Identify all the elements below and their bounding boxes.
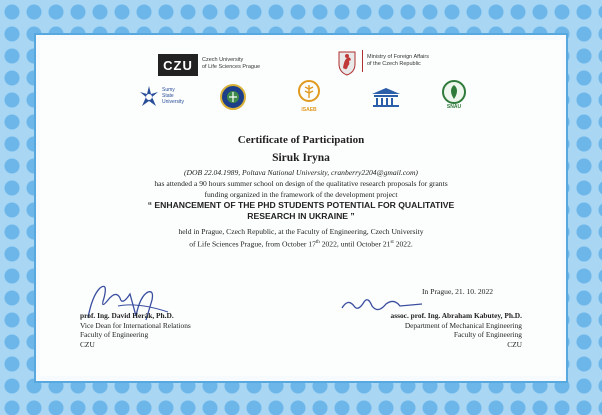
signatory-left-faculty: Faculty of Engineering [80, 330, 149, 339]
held-line2-part3: 2022. [393, 239, 413, 249]
funding-line: funding organized in the framework of the development project [204, 190, 398, 199]
project-title [40, 200, 562, 222]
held-line2 [40, 237, 562, 250]
czu-logo [158, 54, 198, 76]
certificate-paper [40, 40, 562, 376]
isaeb-logo [296, 80, 322, 113]
ministry-line2: of the Czech Republic [367, 60, 421, 67]
held-sup1: th [315, 240, 320, 245]
project-title-line2: RESEARCH IN UKRAINE ” [247, 211, 355, 221]
sumy-line2: State [162, 93, 174, 99]
recipient-details: (DOB 22.04.1989, Poltava National University, cranberry2204@gmail.com) [184, 168, 418, 177]
sumy-university-emblem-icon [138, 84, 160, 110]
held-line2-part2: 2022, until October 21 [319, 239, 391, 249]
held-line1: held in Prague, Czech Republic, at the Faculty of Engineering, Czech University [178, 227, 424, 236]
held-line2-part1: of Life Sciences Prague, from October 17 [189, 239, 316, 249]
attended-line: has attended a 90 hours summer school on design of the qualitative research proposals for grants [154, 179, 448, 188]
signatory-left [80, 311, 191, 349]
signatory-left-org: CZU [80, 339, 95, 349]
certificate-body [40, 167, 562, 200]
university-seal-icon [220, 84, 246, 110]
signatory-left-name: prof. Ing. David Herák, Ph.D. [80, 311, 174, 320]
signatory-left-role: Vice Dean for International Relations [80, 320, 191, 330]
czu-logo-mark: CZU [158, 54, 198, 76]
czu-logo-text [202, 57, 260, 70]
place-date: In Prague, 21. 10. 2022 [422, 287, 494, 296]
university-building-icon [370, 86, 402, 108]
snau-label: SNAU [446, 104, 462, 110]
isaeb-label: ISAEB [301, 107, 317, 113]
recipient-name: Siruk Iryna [272, 152, 330, 164]
sumy-line3: University [162, 99, 184, 105]
snau-leaf-icon [442, 80, 466, 104]
czu-name-line2: of Life Sciences Prague [202, 63, 261, 70]
signatory-right-faculty: Faculty of Engineering [453, 330, 522, 339]
ministry-divider [362, 50, 363, 72]
sumy-line1: Sumy [162, 87, 175, 93]
wheat-icon [296, 80, 322, 102]
ministry-line1: Ministry of Foreign Affairs [367, 54, 429, 60]
held-sup2: st [390, 240, 394, 245]
project-title-line1: “ ENHANCEMENT OF THE PHD STUDENTS POTENTIAL FOR QUALITATIVE [147, 200, 455, 210]
ministry-logo-text [367, 54, 429, 67]
held-text [40, 226, 562, 250]
signatory-right-name: assoc. prof. Ing. Abraham Kabutey, Ph.D. [390, 311, 522, 320]
sumy-logo-text [162, 87, 184, 105]
signatory-right-role: Department of Mechanical Engineering [404, 320, 522, 330]
snau-logo [440, 80, 468, 112]
certificate-title: Certificate of Participation [237, 134, 365, 146]
signatory-right [330, 311, 522, 349]
czech-lion-emblem-icon [335, 48, 359, 76]
czu-name-line1: Czech University [202, 57, 244, 63]
signatory-right-org: CZU [507, 339, 522, 349]
